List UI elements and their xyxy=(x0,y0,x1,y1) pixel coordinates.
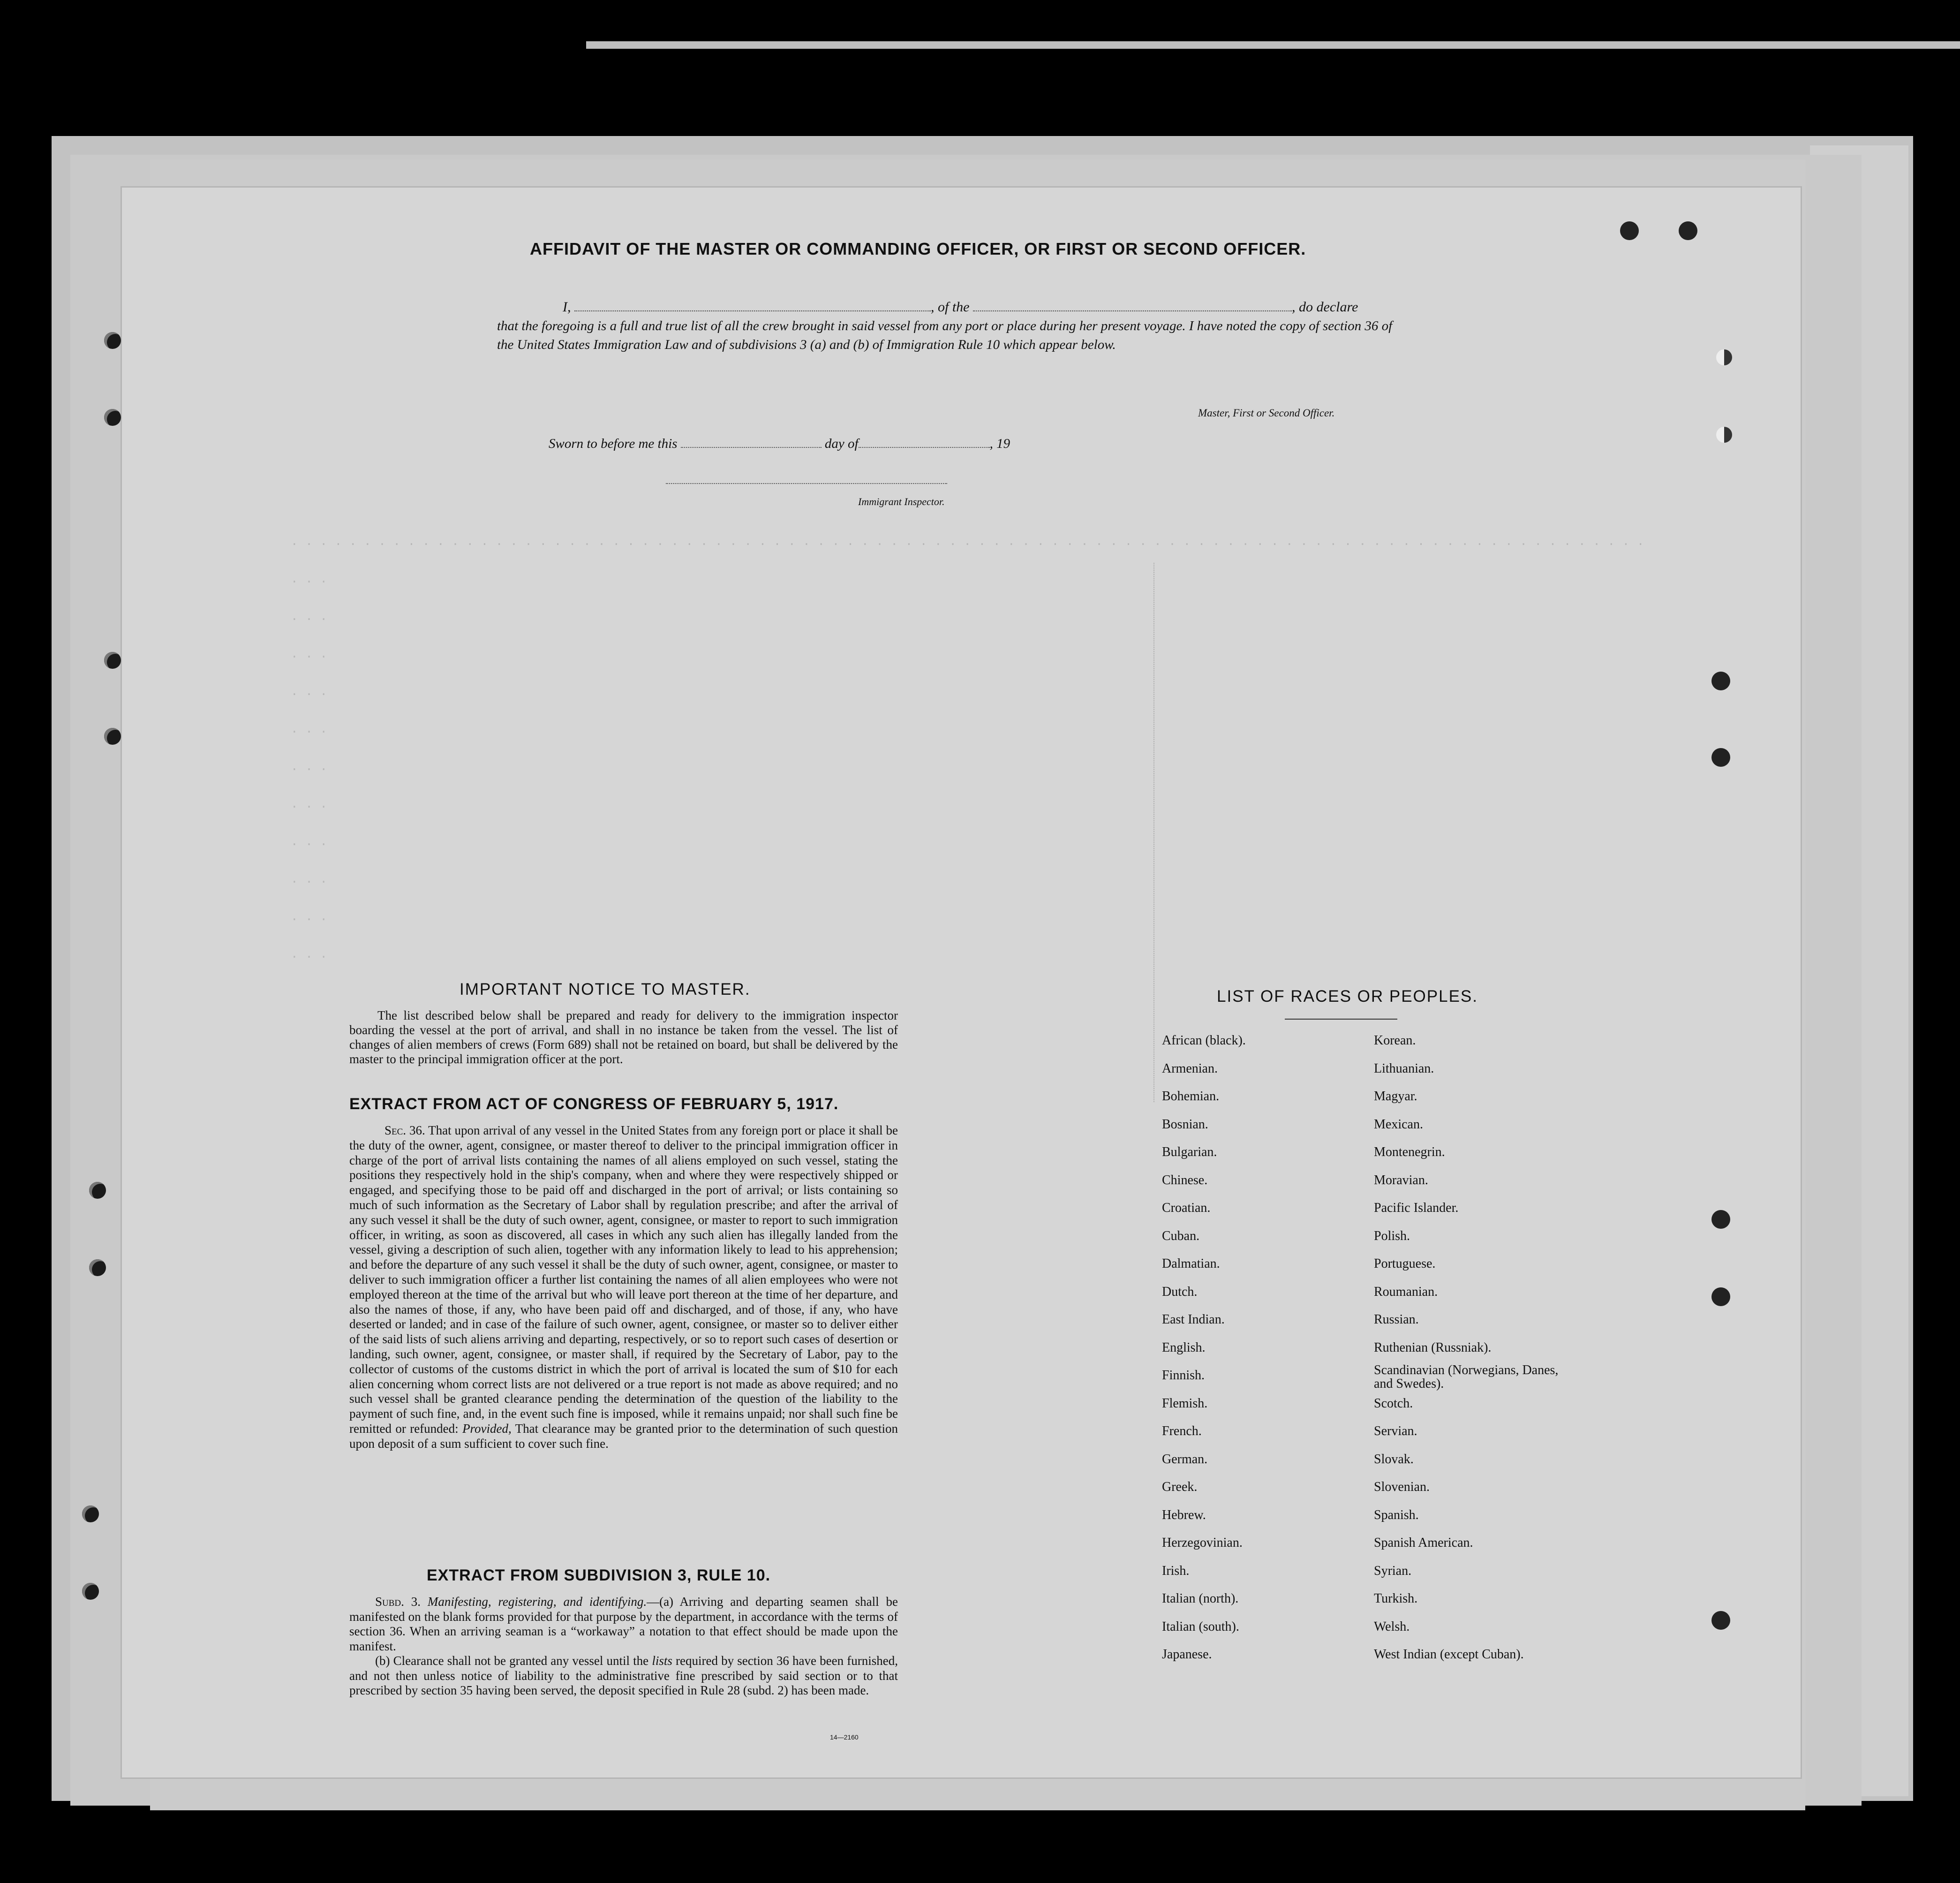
show-through-row: . . . xyxy=(291,835,328,849)
punch-hole xyxy=(1711,1611,1730,1630)
act-section-label: Sec. 36. xyxy=(384,1123,425,1137)
inspector-signature-blank[interactable] xyxy=(666,483,947,484)
affidavit-declaration-line xyxy=(563,299,1407,315)
name-blank[interactable] xyxy=(574,310,931,311)
show-through-row: . . . xyxy=(291,722,328,736)
race-item: Scandinavian (Norwegians, Danes, and Swedes). xyxy=(1374,1363,1559,1391)
show-through-row: . . . xyxy=(291,647,328,661)
race-item: Irish. xyxy=(1162,1563,1190,1578)
subdivision-b-lists: lists xyxy=(652,1654,672,1668)
act-provided-text: That clearance may be granted prior to the determination of such question upon deposit of a sum sufficient to cover such fine. xyxy=(349,1421,898,1451)
race-item: Pacific Islander. xyxy=(1374,1201,1459,1215)
race-item: Bohemian. xyxy=(1162,1089,1220,1104)
race-item: West Indian (except Cuban). xyxy=(1374,1647,1524,1662)
show-through-row: . . . xyxy=(291,685,328,699)
race-item: Flemish. xyxy=(1162,1396,1208,1411)
act-text: That upon arrival of any vessel in the United States from any foreign port or place it shall be the duty of the owner, agent, consignee, or master thereof to deliver to the principal immigration officer in charge of the port of arrival lists containing the names of all aliens employed on such vessel, stating the positions they respectively hold in the ship's company, when and where they were respectively shipped or engaged, and specifying those to be paid off and discharged in the port of arrival; or lists containing so much of such information as the Secretary of Labor shall by regulation prescribe; and after the arrival of any such vessel it shall be the duty of such owner, agent, consignee, or master to report to such immigration officer, in writing, as soon as discovered, all cases in which any such alien has illegally landed from the vessel, giving a description of such alien, together with any information likely to lead to his apprehension; and before the departure of any such vessel it shall be the duty of such owner, agent, consignee, or master to deliver to such immigration officer a further list containing the names of all alien employees who were not employed thereon at the time of the arrival but who will leave port thereon at the time of her departure, and also the names of those, if any, who have been paid off and discharged, and of those, if any, who have deserted or landed; and in case of the failure of such owner, agent, consignee, or master so to deliver either of the said lists of such aliens arriving and departing, respectively, or so to report such cases of desertion or landing, such owner, agent, consignee, or master shall, if required by the Secretary of Labor, pay to the collector of customs of the customs district in which the port of arrival is located the sum of $10 for each alien concerning whom correct lists are not delivered or a true report is not made as above required; and no such vessel shall be granted clearance pending the determination of the question of the liability to the payment of such fine, and, in the event such fine is imposed, while it remains unpaid; nor shall such fine be remitted or refunded: xyxy=(349,1123,898,1436)
show-through-row: . . . xyxy=(291,760,328,774)
race-item: Hebrew. xyxy=(1162,1507,1206,1522)
race-item: English. xyxy=(1162,1340,1206,1355)
race-item: East Indian. xyxy=(1162,1312,1225,1327)
race-item: Syrian. xyxy=(1374,1563,1412,1578)
race-item: Dalmatian. xyxy=(1162,1256,1220,1271)
race-item: Magyar. xyxy=(1374,1089,1417,1104)
binding-hole xyxy=(104,652,121,669)
subdivision-para-b xyxy=(349,1654,898,1698)
punch-hole xyxy=(1620,221,1639,240)
race-item: Lithuanian. xyxy=(1374,1061,1434,1076)
show-through-row: . . . xyxy=(291,572,328,586)
binding-hole xyxy=(104,728,121,745)
punch-hole xyxy=(1711,748,1730,767)
punch-hole xyxy=(1716,427,1732,443)
subdivision-title: EXTRACT FROM SUBDIVISION 3, RULE 10. xyxy=(427,1566,771,1584)
race-item: Ruthenian (Russniak). xyxy=(1374,1340,1492,1355)
binding-hole xyxy=(89,1259,106,1276)
sworn-day-of: day of xyxy=(824,436,859,451)
race-item: Mexican. xyxy=(1374,1117,1423,1132)
race-item: Welsh. xyxy=(1374,1619,1410,1634)
race-item: Roumanian. xyxy=(1374,1284,1438,1299)
act-provided-label: Provided, xyxy=(462,1421,512,1436)
show-through-row: . . . . . . . . . . . . . . . . . . . . . . . . . . . . . . . . . . . . . . . . . . . . . . . . . . . . . . . . . . . . . . . . . . . . . . . . . . . . . . . . . . . . . . . . . . . . . xyxy=(291,535,1644,549)
scan-background-top xyxy=(0,0,1960,45)
inspector-label: Immigrant Inspector. xyxy=(858,496,945,507)
race-item: Moravian. xyxy=(1374,1172,1428,1187)
binding-hole xyxy=(89,1182,106,1199)
races-title-rule xyxy=(1285,1019,1397,1020)
show-through-row: . . . xyxy=(291,910,328,924)
race-item: Greek. xyxy=(1162,1480,1198,1494)
sworn-line xyxy=(549,436,1010,452)
act-body xyxy=(349,1123,898,1452)
race-item: Herzegovinian. xyxy=(1162,1535,1243,1550)
binding-hole xyxy=(82,1583,99,1600)
sworn-prefix: Sworn to before me this xyxy=(549,436,678,451)
race-item: Portuguese. xyxy=(1374,1256,1436,1271)
act-title: EXTRACT FROM ACT OF CONGRESS OF FEBRUARY 5, 1917. xyxy=(349,1095,839,1113)
master-signature-label: Master, First or Second Officer. xyxy=(1198,407,1335,419)
race-item: Spanish American. xyxy=(1374,1535,1473,1550)
race-item: Slovak. xyxy=(1374,1452,1414,1467)
race-item: Scotch. xyxy=(1374,1396,1413,1411)
race-item: African (black). xyxy=(1162,1033,1246,1048)
race-item: Chinese. xyxy=(1162,1172,1208,1187)
affidavit-i: I, xyxy=(563,299,571,315)
race-item: Slovenian. xyxy=(1374,1480,1430,1494)
notice-body: The list described below shall be prepared and ready for delivery to the immigration inspector boarding the vessel at the port of arrival, and shall in no instance be taken from the vessel. The list of changes of alien members of crews (Form 689) shall not be retained on board, but shall be delivered by the master to the principal immigration officer at the port. xyxy=(349,1008,898,1066)
punch-hole xyxy=(1711,672,1730,690)
punch-hole xyxy=(1711,1287,1730,1306)
punch-hole xyxy=(1679,221,1697,240)
race-item: Croatian. xyxy=(1162,1201,1211,1215)
sworn-month-blank[interactable] xyxy=(859,447,990,448)
race-item: Polish. xyxy=(1374,1228,1410,1243)
race-item: Russian. xyxy=(1374,1312,1419,1327)
race-item: Italian (south). xyxy=(1162,1619,1239,1634)
subdivision-b-rest: required by section 36 have been furnished, and not then unless notice of liability to the administrative fine prescribed by said section or to that prescribed by section 35 having been served, the deposit specified in Rule 28 (subd. 2) has been made. xyxy=(349,1654,898,1697)
show-through-row: . . . xyxy=(291,797,328,811)
race-item: Spanish. xyxy=(1374,1507,1419,1522)
affidavit-of-the: , of the xyxy=(931,299,970,315)
affidavit-declare: , do declare xyxy=(1292,299,1358,315)
affidavit-body: that the foregoing is a full and true list of all the crew brought in said vessel from any port or place during her present voyage. I have noted the copy of section 36 of the United States Immigration Law and of subdivisions 3 (a) and (b) of Immigration Rule 10 which appear below. xyxy=(497,318,1393,352)
race-item: Japanese. xyxy=(1162,1647,1212,1662)
show-through-row: . . . xyxy=(291,872,328,886)
subdivision-body xyxy=(349,1595,898,1698)
binding-hole xyxy=(82,1505,99,1522)
sworn-year: , 19 xyxy=(989,436,1010,451)
race-item: Finnish. xyxy=(1162,1368,1205,1383)
race-item: Bosnian. xyxy=(1162,1117,1208,1132)
form-number: 14—2160 xyxy=(830,1733,859,1741)
notice-title: IMPORTANT NOTICE TO MASTER. xyxy=(460,980,751,998)
subdivision-a-text: —(a) Arriving and departing seamen shall be manifested on the blank forms provided for that purpose by the department, in accordance with the terms of section 36. When an arriving seaman is a “workaway” a notation to that effect should be made upon the manifest. xyxy=(349,1595,898,1653)
race-item: Armenian. xyxy=(1162,1061,1218,1076)
race-item: German. xyxy=(1162,1452,1208,1467)
affidavit-title: AFFIDAVIT OF THE MASTER OR COMMANDING OFFICER, OR FIRST OR SECOND OFFICER. xyxy=(530,239,1306,258)
race-item: Italian (north). xyxy=(1162,1591,1239,1606)
show-through-row: . . . xyxy=(291,947,328,961)
document-page xyxy=(122,188,1801,1777)
subdivision-label: Subd. 3. xyxy=(375,1595,421,1609)
punch-hole xyxy=(1716,349,1732,365)
show-through-row: . . . xyxy=(291,610,328,624)
show-through-rule xyxy=(1153,563,1154,1102)
race-item: Dutch. xyxy=(1162,1284,1198,1299)
subdivision-b-start: (b) Clearance shall not be granted any vessel until the xyxy=(375,1654,649,1668)
subdivision-heading: Manifesting, registering, and identifying. xyxy=(427,1595,647,1609)
race-item: Bulgarian. xyxy=(1162,1145,1217,1159)
sworn-day-blank[interactable] xyxy=(681,447,822,448)
binding-hole xyxy=(104,409,121,426)
subdivision-para-a xyxy=(349,1595,898,1654)
race-item: Korean. xyxy=(1374,1033,1416,1048)
race-item: Montenegrin. xyxy=(1374,1145,1445,1159)
scan-edge-band xyxy=(586,41,1960,49)
race-item: Cuban. xyxy=(1162,1228,1200,1243)
binding-hole xyxy=(104,332,121,349)
race-item: Servian. xyxy=(1374,1424,1417,1438)
race-item: French. xyxy=(1162,1424,1202,1438)
punch-hole xyxy=(1711,1210,1730,1229)
vessel-blank[interactable] xyxy=(973,310,1292,311)
race-item: Turkish. xyxy=(1374,1591,1418,1606)
races-title: LIST OF RACES OR PEOPLES. xyxy=(1217,987,1478,1006)
